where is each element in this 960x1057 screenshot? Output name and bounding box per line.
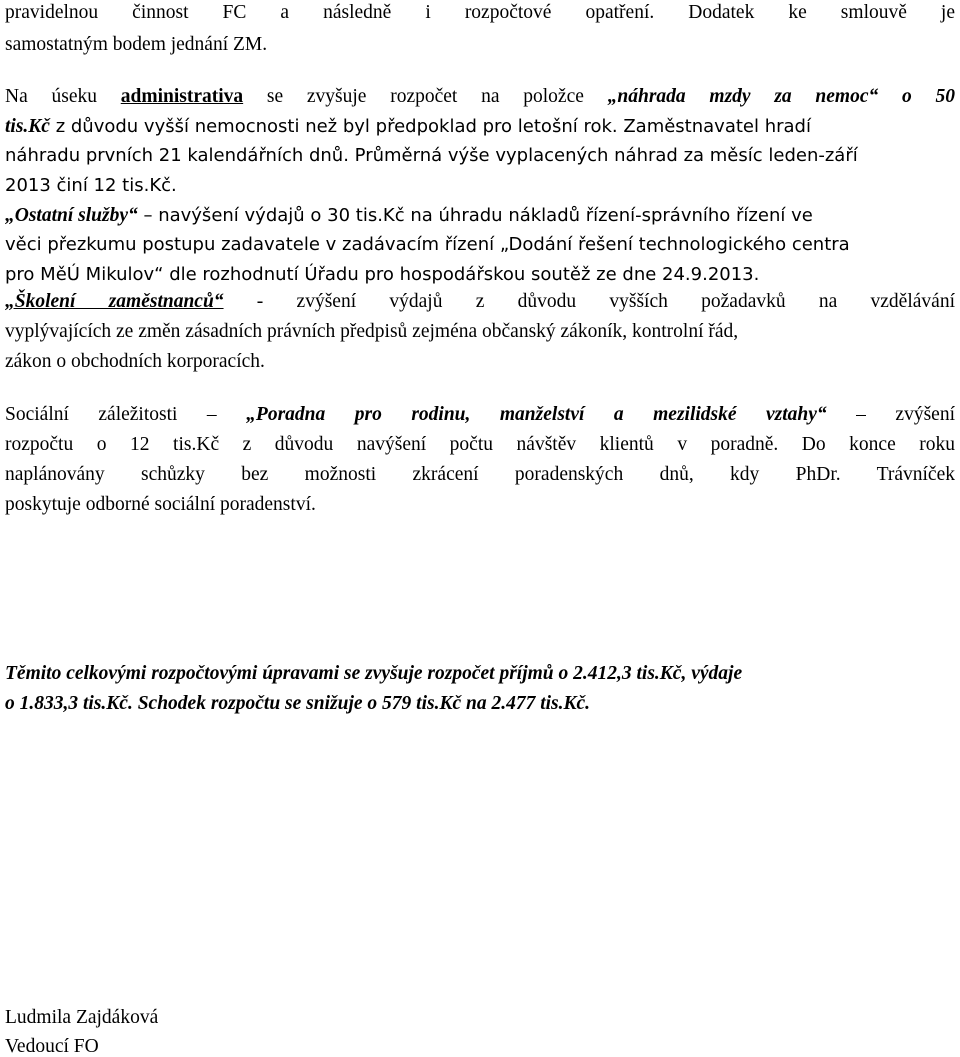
text-run: - zvýšení výdajů z důvodu vyšších požadavků na vzdělávání	[223, 291, 955, 312]
text-line: vyplývajících ze změn zásadních právních předpisů zejména občanský zákoník, kontrolní řád,	[5, 321, 739, 342]
section-name: administrativa	[120, 86, 244, 107]
text-line	[5, 87, 955, 107]
summary-line: Těmito celkovými rozpočtovými úpravami se zvyšuje rozpočet příjmů o 2.412,3 tis.Kč, výdaje	[5, 663, 743, 684]
text-line: zákon o obchodních korporacích.	[5, 351, 265, 372]
summary-line: o 1.833,3 tis.Kč. Schodek rozpočtu se snižuje o 579 tis.Kč na 2.477 tis.Kč.	[5, 693, 591, 714]
text-run: Sociální záležitosti –	[5, 404, 247, 425]
text-line: 2013 činí 12 tis.Kč.	[5, 175, 177, 196]
text-line: pravidelnou činnost FC a následně i rozpočtové opatření. Dodatek ke smlouvě je	[5, 2, 955, 23]
text-line: náhradu prvních 21 kalendářních dnů. Průměrná výše vyplacených náhrad za měsíc leden-září	[5, 145, 858, 166]
text-run: – navýšení výdajů o 30 tis.Kč na úhradu nákladů řízení-správního řízení ve	[137, 205, 813, 226]
text-line	[5, 206, 813, 226]
budget-item-name: „Ostatní služby“	[5, 205, 138, 226]
text-line	[5, 292, 955, 312]
budget-item-name: „náhrada mzdy za nemoc“ o 50	[607, 86, 955, 107]
budget-item-name: „Školení zaměstnanců“	[5, 291, 224, 312]
amount: tis.Kč	[5, 116, 50, 137]
text-run: Na úseku	[5, 86, 121, 107]
text-line: věci přezkumu postupu zadavatele v zadávacím řízení „Dodání řešení technologického centra	[5, 234, 850, 255]
text-line: rozpočtu o 12 tis.Kč z důvodu navýšení počtu návštěv klientů v poradně. Do konce roku	[5, 434, 955, 455]
text-line: poskytuje odborné sociální poradenství.	[5, 494, 316, 515]
signature-role: Vedoucí FO	[5, 1036, 99, 1057]
text-line	[5, 405, 955, 425]
text-run: z důvodu vyšší nemocnosti než byl předpoklad pro letošní rok. Zaměstnavatel hradí	[49, 116, 811, 137]
text-run: – zvýšení	[826, 404, 955, 425]
text-line: pro MěÚ Mikulov“ dle rozhodnutí Úřadu pro hospodářskou soutěž ze dne 24.9.2013.	[5, 264, 760, 285]
text-line: naplánovány schůzky bez možnosti zkrácení poradenských dnů, kdy PhDr. Trávníček	[5, 464, 955, 485]
signature-name: Ludmila Zajdáková	[5, 1007, 159, 1028]
budget-item-name: „Poradna pro rodinu, manželství a mezilidské vztahy“	[246, 404, 827, 425]
text-run: se zvyšuje rozpočet na položce	[243, 86, 608, 107]
text-line: samostatným bodem jednání ZM.	[5, 34, 268, 55]
text-line	[5, 117, 811, 137]
